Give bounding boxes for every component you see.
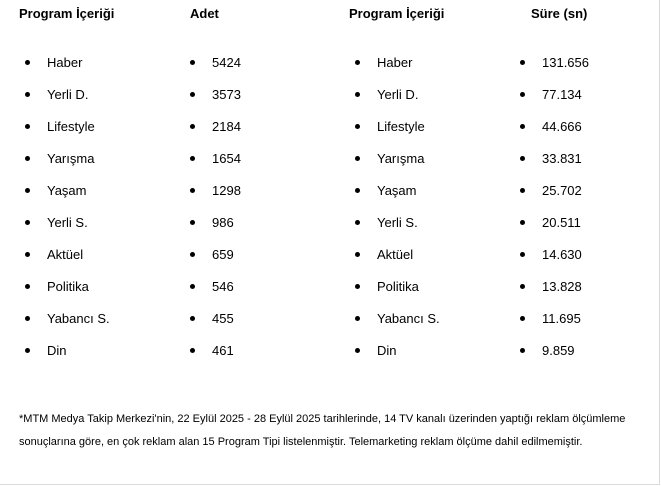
bullet-icon <box>190 60 195 65</box>
bullet-icon <box>355 220 360 225</box>
bullet-icon <box>25 220 30 225</box>
bullet-icon <box>355 156 360 161</box>
bullet-icon <box>355 284 360 289</box>
bullet-icon <box>520 60 525 65</box>
bullet-icon <box>520 220 525 225</box>
bullet-icon <box>25 252 30 257</box>
bullet-icon <box>520 284 525 289</box>
bullet-icon <box>25 60 30 65</box>
bullet-icon <box>25 188 30 193</box>
bullet-icon <box>190 156 195 161</box>
bullet-icon <box>190 252 195 257</box>
bullet-icon <box>520 348 525 353</box>
bullet-icon <box>190 220 195 225</box>
bullet-icon <box>190 316 195 321</box>
bullet-icon <box>520 316 525 321</box>
bullet-icon <box>355 124 360 129</box>
bullet-icon <box>520 188 525 193</box>
bullet-icon <box>355 92 360 97</box>
header-duration: Süre (sn) <box>531 6 588 21</box>
bullet-icon <box>190 348 195 353</box>
bullet-icon <box>355 348 360 353</box>
bullet-icon <box>25 316 30 321</box>
header-count: Adet <box>190 6 219 21</box>
header-program-content-count: Program İçeriği <box>19 6 115 21</box>
bullet-icon <box>25 284 30 289</box>
bullet-icon <box>520 124 525 129</box>
document-frame: Program İçeriği Adet Program İçeriği Süre (sn) Haber Yerli D. Lifestyle Yarışma Yaşam Yerli S. Aktüel Politika Yabancı S. Din 5424 3573 2184 1654 1298 986 659 546 455 461 Haber Yerli D. Lifestyle Yarışma Yaşam Yerli S. Aktüel Politika Yabancı S. Din 131.656 77.134 44.666 33.831 25.702 20.511 14.630 13.828 11.695 9.859 *MTM Medya Takip Merkezi'nin, 22 Eylül 2025 - 28 Eylül 2025 tarihlerinde, 14 TV kanalı üzerinden yaptığı reklam ölçümleme sonuçlarına göre, en çok reklam alan 15 Program Tipi listelenmiştir. Telemarketing reklam ölçüme dahil edilmemiştir. <box>0 0 660 485</box>
bullet-icon <box>25 156 30 161</box>
bullet-icon <box>355 60 360 65</box>
bullet-icon <box>355 316 360 321</box>
bullet-icon <box>25 92 30 97</box>
bullet-icon <box>190 188 195 193</box>
bullet-icon <box>190 124 195 129</box>
bullet-icon <box>520 156 525 161</box>
bullet-icon <box>520 92 525 97</box>
bullet-icon <box>520 252 525 257</box>
bullet-icon <box>25 124 30 129</box>
bullet-icon <box>355 188 360 193</box>
bullet-icon <box>190 92 195 97</box>
bullet-icon <box>25 348 30 353</box>
header-program-content-duration: Program İçeriği <box>349 6 445 21</box>
bullet-icon <box>355 252 360 257</box>
bullet-icon <box>190 284 195 289</box>
footnote: *MTM Medya Takip Merkezi'nin, 22 Eylül 2025 - 28 Eylül 2025 tarihlerinde, 14 TV kanalı üzerinden yaptığı reklam ölçümleme sonuçlarına göre, en çok reklam alan 15 Program Tipi listelenmiştir. Telemarketing reklam ölçüme dahil edilmemiştir. <box>19 413 626 448</box>
